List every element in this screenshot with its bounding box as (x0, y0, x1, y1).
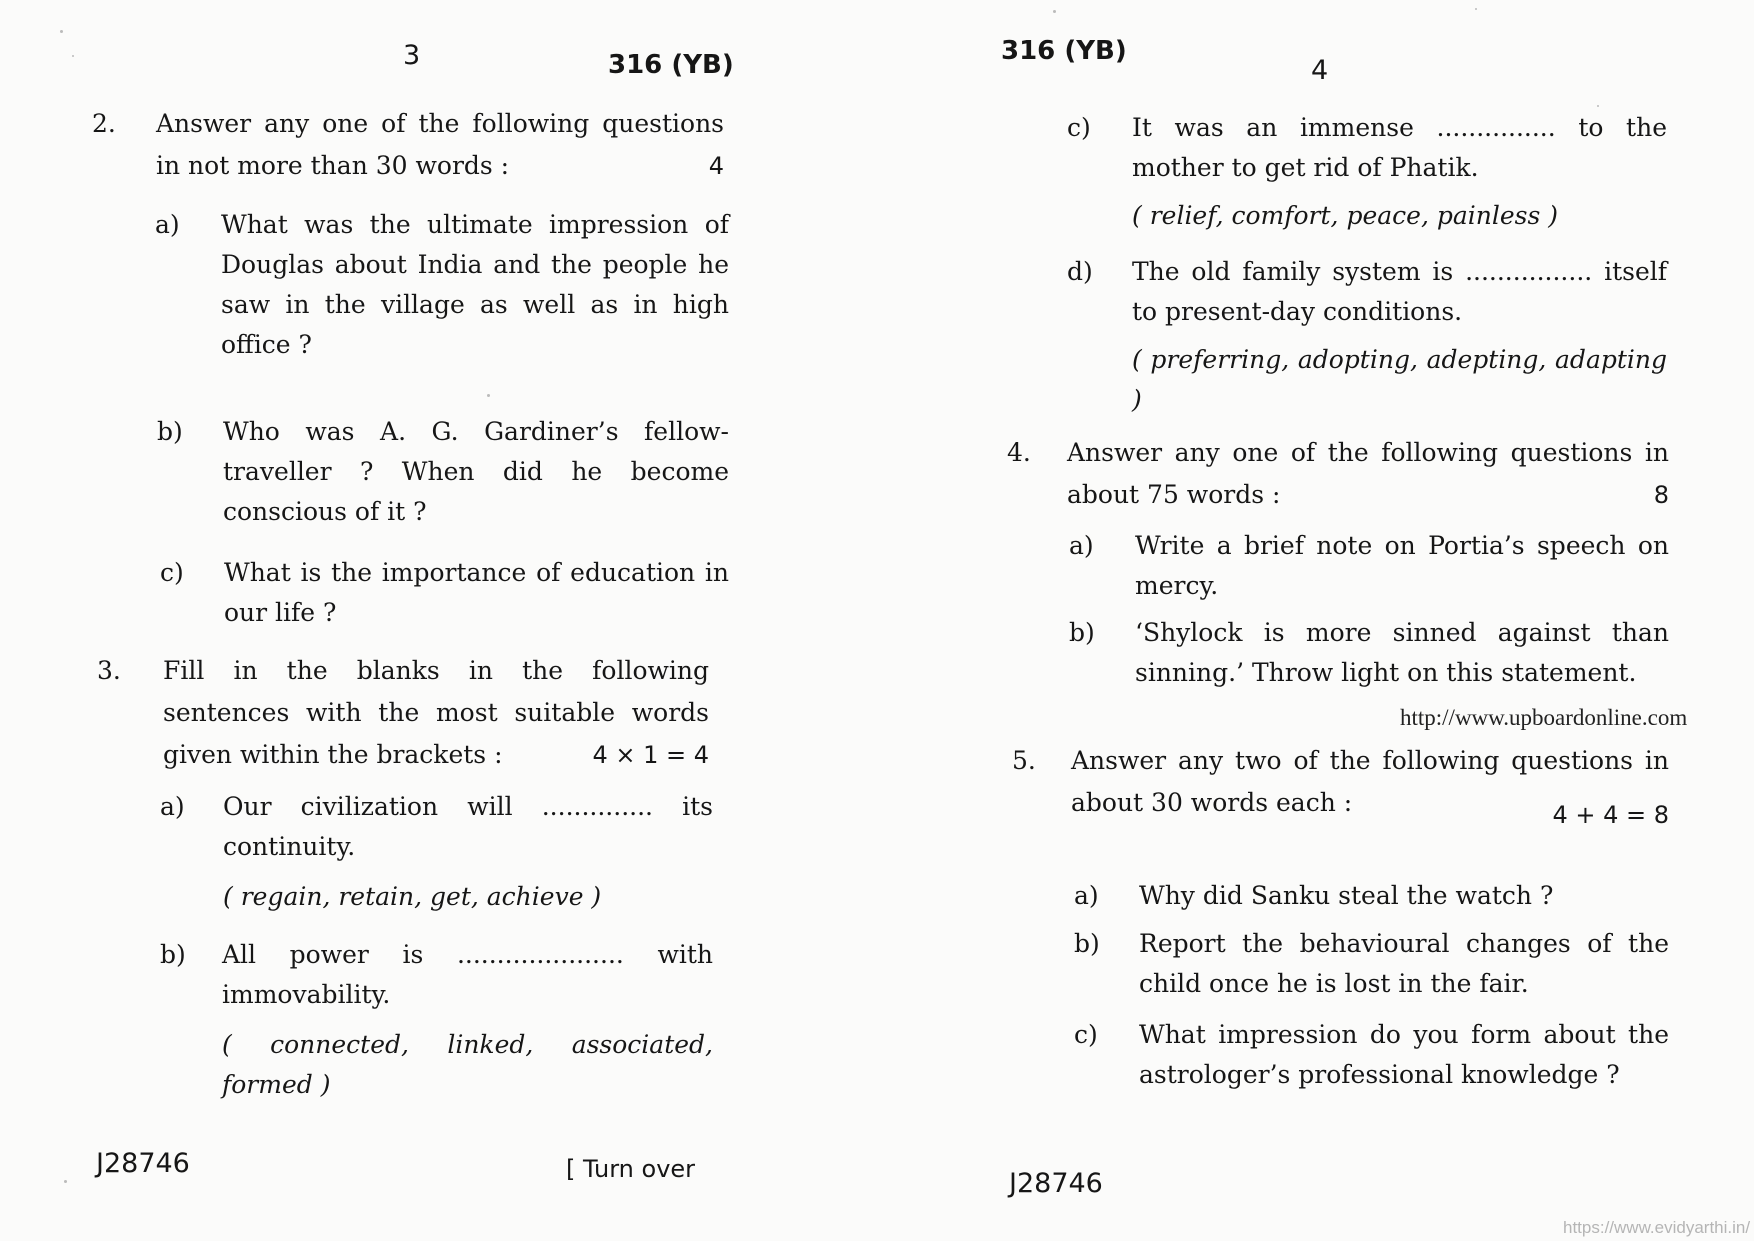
item-options: ( connected, linked, associated, formed ) (222, 1030, 713, 1099)
item-text: The old family system is ................ itself to present-day conditions. (1132, 257, 1667, 326)
question-3 (97, 650, 712, 780)
question-stem: Answer any one of the following questions in about 75 words : (1067, 438, 1669, 509)
item-options: ( regain, retain, get, achieve ) (223, 882, 602, 911)
turn-over: [ Turn over (566, 1155, 696, 1183)
question-marks: 4 × 1 = 4 (592, 741, 709, 769)
item-text: ‘Shylock is more sinned against than sinning.’ Throw light on this statement. (1135, 618, 1669, 687)
item-label: b) (1069, 618, 1095, 647)
item-text: What was the ultimate impression of Douglas about India and the people he saw in the village as well as in high office ? (221, 210, 729, 359)
item-label: c) (1074, 1020, 1098, 1049)
item-label: b) (157, 417, 183, 446)
item-text: All power is ..................... with immovability. (222, 940, 713, 1009)
watermark-url: https://www.evidyarthi.in/ (1563, 1218, 1751, 1237)
paper-code: 316 (YB) (1001, 36, 1127, 66)
question-number: 4. (1007, 438, 1031, 467)
page-number: 3 (403, 40, 421, 71)
question-number: 2. (92, 109, 116, 138)
item-label: c) (1067, 113, 1091, 142)
question-marks: 4 + 4 = 8 (1552, 801, 1669, 829)
question-marks: 4 (708, 152, 724, 180)
item-text: Report the behavioural changes of the child once he is lost in the fair. (1139, 929, 1669, 998)
scan-speck (1475, 8, 1477, 10)
scan-speck (72, 55, 74, 57)
scan-speck (60, 30, 63, 33)
footer-code: J28746 (1009, 1168, 1103, 1199)
right-page (877, 0, 1754, 1241)
item-text: Why did Sanku steal the watch ? (1139, 881, 1554, 910)
item-text: What impression do you form about the astrologer’s professional knowledge ? (1139, 1020, 1669, 1089)
footer-code: J28746 (96, 1148, 190, 1179)
item-label: b) (1074, 929, 1100, 958)
item-label: a) (1074, 881, 1099, 910)
item-label: a) (1069, 531, 1094, 560)
question-number: 3. (97, 656, 121, 685)
item-options: ( relief, comfort, peace, painless ) (1132, 201, 1558, 230)
source-url: http://www.upboardonline.com (1400, 705, 1688, 730)
question-stem: Answer any one of the following questions in not more than 30 words : (156, 109, 724, 180)
item-label: b) (160, 940, 186, 969)
item-text: It was an immense ............... to the mother to get rid of Phatik. (1132, 113, 1667, 182)
question-number: 5. (1012, 746, 1036, 775)
item-label: a) (155, 210, 180, 239)
paper-code: 316 (YB) (608, 50, 734, 80)
item-text: Write a brief note on Portia’s speech on mercy. (1135, 531, 1669, 600)
question-stem: Fill in the blanks in the following sentences with the most suitable words given within the brackets : (163, 656, 709, 769)
question-4 (1007, 432, 1669, 522)
question-5 (1012, 740, 1669, 872)
scan-speck (1597, 105, 1599, 107)
scan-speck (487, 394, 490, 397)
item-label: c) (160, 558, 184, 587)
item-text: Our civilization will .............. its continuity. (223, 792, 713, 861)
item-text: Who was A. G. Gardiner’s fellow-traveller ? When did he become conscious of it ? (223, 417, 729, 526)
question-stem: Answer any two of the following questions in about 30 words each : (1071, 746, 1669, 817)
question-2 (92, 103, 732, 193)
item-label: a) (160, 792, 185, 821)
scan-speck (1053, 10, 1056, 13)
item-text: What is the importance of education in our life ? (224, 558, 729, 627)
item-options: ( preferring, adopting, adepting, adapting ) (1132, 345, 1667, 414)
question-marks: 8 (1653, 481, 1669, 509)
item-label: d) (1067, 257, 1093, 286)
page-number: 4 (1311, 55, 1329, 86)
scan-speck (64, 1180, 67, 1183)
